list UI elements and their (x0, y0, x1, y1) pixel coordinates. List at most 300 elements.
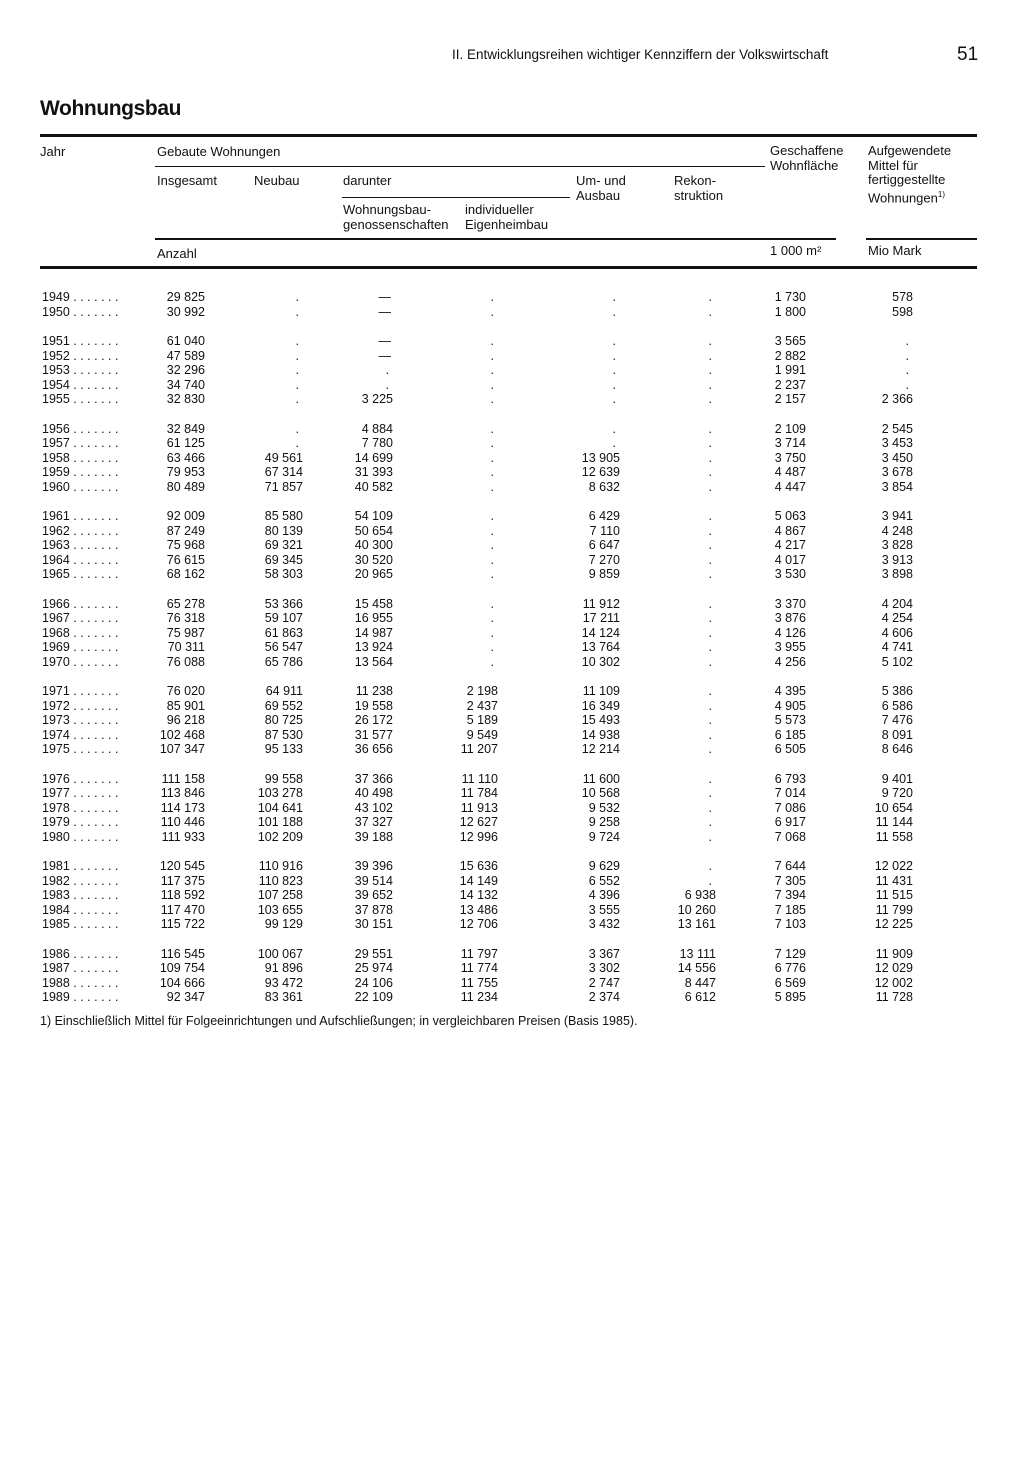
cell-eigenheimbau: 12 706 (459, 917, 498, 931)
cell-wohnungsbaugenossenschaften: 50 654 (354, 523, 393, 538)
cell-insgesamt: 117 375 (160, 873, 205, 888)
cell-um-und-ausbau: 7 270 (588, 552, 620, 567)
cell-eigenheimbau: . (490, 348, 494, 363)
cell-aufgewendete-mittel: 9 720 (881, 786, 913, 800)
cell-neubau: 99 558 (264, 771, 303, 786)
row-year: 1957 . . . . . . . (42, 436, 119, 450)
cell-neubau: . (295, 348, 299, 363)
cell-aufgewendete-mittel: 8 091 (881, 727, 913, 742)
row-year: 1979 . . . . . . . (42, 815, 119, 829)
cell-insgesamt: 85 901 (166, 698, 205, 713)
cell-wohnungsbaugenossenschaften: 39 652 (354, 888, 393, 902)
cell-wohnflaeche: 2 882 (774, 348, 806, 363)
cell-neubau: 110 823 (258, 873, 303, 888)
row-year: 1963 . . . . . . . (42, 538, 119, 552)
cell-rekonstruktion: . (708, 392, 712, 406)
cell-aufgewendete-mittel: 3 913 (881, 552, 913, 567)
cell-neubau: 83 361 (264, 990, 303, 1004)
col-mittel-line1: Aufgewendete (868, 143, 952, 158)
cell-um-und-ausbau: 6 552 (588, 873, 620, 888)
row-year: 1964 . . . . . . . (42, 552, 119, 567)
cell-wohnflaeche: 1 991 (774, 363, 806, 377)
cell-rekonstruktion: . (708, 640, 712, 654)
cell-eigenheimbau: 11 207 (460, 742, 498, 756)
cell-insgesamt: 116 545 (160, 946, 205, 961)
cell-neubau: 69 345 (264, 552, 303, 567)
cell-aufgewendete-mittel: 3 828 (881, 538, 913, 552)
cell-um-und-ausbau: 12 214 (581, 742, 620, 756)
row-year: 1969 . . . . . . . (42, 640, 119, 654)
row-year: 1989 . . . . . . . (42, 990, 119, 1004)
row-year: 1965 . . . . . . . (42, 567, 119, 581)
cell-insgesamt: 102 468 (159, 727, 205, 742)
cell-um-und-ausbau: 4 396 (588, 888, 620, 902)
col-wohnfl-line1: Geschaffene (770, 143, 844, 158)
cell-wohnflaeche: 6 793 (774, 771, 806, 786)
cell-wohnflaeche: 4 487 (774, 465, 806, 479)
cell-insgesamt: 96 218 (166, 713, 205, 727)
cell-eigenheimbau: . (490, 377, 494, 392)
cell-eigenheimbau: . (490, 479, 494, 494)
cell-rekonstruktion: 13 111 (679, 946, 716, 961)
cell-aufgewendete-mittel: 12 022 (874, 859, 913, 873)
cell-um-und-ausbau: 3 367 (588, 946, 620, 961)
cell-rekonstruktion: . (708, 859, 712, 873)
cell-neubau: . (295, 304, 299, 319)
cell-insgesamt: 109 754 (159, 961, 205, 975)
cell-rekonstruktion: . (708, 450, 712, 465)
cell-eigenheimbau: . (490, 640, 494, 654)
cell-rekonstruktion: . (708, 815, 712, 829)
cell-insgesamt: 110 446 (160, 815, 205, 829)
row-year: 1955 . . . . . . . (42, 392, 119, 406)
cell-neubau: 107 258 (257, 888, 303, 902)
col-rekon-line2: struktion (674, 187, 724, 203)
cell-insgesamt: 92 009 (166, 509, 205, 523)
row-year: 1958 . . . . . . . (42, 450, 119, 465)
cell-um-und-ausbau: 14 938 (581, 727, 620, 742)
cell-aufgewendete-mittel: 3 854 (881, 479, 913, 494)
cell-insgesamt: 87 249 (166, 523, 205, 538)
cell-neubau: 80 725 (264, 713, 303, 727)
col-jahr: Jahr (40, 144, 66, 159)
cell-wohnflaeche: 6 185 (774, 727, 806, 742)
row-year: 1988 . . . . . . . (42, 975, 119, 990)
cell-rekonstruktion: . (708, 304, 712, 319)
cell-eigenheimbau: 2 437 (466, 698, 498, 713)
row-year: 1982 . . . . . . . (42, 873, 119, 888)
cell-insgesamt: 32 849 (166, 421, 205, 436)
cell-um-und-ausbau: 16 349 (581, 698, 620, 713)
cell-wohnflaeche: 7 129 (774, 946, 806, 961)
cell-um-und-ausbau: . (612, 392, 616, 406)
cell-insgesamt: 76 088 (166, 654, 205, 669)
cell-rekonstruktion: . (708, 523, 712, 538)
cell-eigenheimbau: . (490, 304, 494, 319)
cell-rekonstruktion: . (708, 509, 712, 523)
col-darunter: darunter (343, 173, 392, 188)
cell-neubau: 67 314 (264, 465, 303, 479)
cell-rekonstruktion: . (708, 596, 712, 611)
cell-aufgewendete-mittel: 4 254 (881, 611, 913, 625)
cell-um-und-ausbau: . (612, 377, 616, 392)
cell-aufgewendete-mittel: 7 476 (881, 713, 913, 727)
row-year: 1980 . . . . . . . (42, 829, 119, 844)
cell-wohnflaeche: 3 955 (774, 640, 806, 654)
cell-aufgewendete-mittel: 578 (892, 290, 913, 304)
row-year: 1974 . . . . . . . (42, 727, 119, 742)
cell-eigenheimbau: 15 636 (459, 859, 498, 873)
cell-eigenheimbau: . (490, 567, 494, 581)
cell-um-und-ausbau: 6 647 (588, 538, 620, 552)
row-year: 1961 . . . . . . . (42, 509, 119, 523)
cell-rekonstruktion: 6 612 (684, 990, 716, 1004)
cell-wohnflaeche: 3 565 (774, 334, 806, 348)
col-insgesamt: Insgesamt (157, 173, 217, 188)
cell-wohnflaeche: 4 867 (774, 523, 806, 538)
cell-rekonstruktion: . (708, 800, 712, 815)
cell-rekonstruktion: 14 556 (677, 961, 716, 975)
cell-insgesamt: 61 040 (166, 334, 205, 348)
cell-insgesamt: 32 296 (166, 363, 205, 377)
col-wbg-line1: Wohnungsbau- (343, 202, 431, 217)
cell-eigenheimbau: 9 549 (466, 727, 498, 742)
cell-um-und-ausbau: 3 555 (588, 902, 620, 917)
row-year: 1954 . . . . . . . (42, 377, 119, 392)
cell-neubau: 53 366 (264, 596, 303, 611)
unit-anzahl: Anzahl (157, 246, 197, 261)
cell-wohnungsbaugenossenschaften: . (385, 377, 389, 392)
row-year: 1949 . . . . . . . (42, 290, 119, 304)
cell-aufgewendete-mittel: 9 401 (881, 771, 913, 786)
cell-aufgewendete-mittel: 3 941 (881, 509, 913, 523)
cell-wohnflaeche: 3 714 (774, 436, 806, 450)
cell-neubau: 95 133 (264, 742, 303, 756)
cell-wohnflaeche: 5 895 (774, 990, 806, 1004)
cell-wohnflaeche: 5 573 (774, 713, 806, 727)
cell-insgesamt: 115 722 (160, 917, 205, 931)
cell-neubau: 56 547 (264, 640, 303, 654)
cell-wohnungsbaugenossenschaften: 24 106 (354, 975, 393, 990)
cell-wohnungsbaugenossenschaften: 20 965 (354, 567, 393, 581)
cell-rekonstruktion: . (708, 465, 712, 479)
cell-eigenheimbau: . (490, 611, 494, 625)
cell-aufgewendete-mittel: 3 898 (881, 567, 913, 581)
cell-wohnflaeche: 3 370 (774, 596, 806, 611)
cell-neubau: 100 067 (257, 946, 303, 961)
cell-neubau: 69 321 (264, 538, 303, 552)
cell-eigenheimbau: . (490, 596, 494, 611)
cell-aufgewendete-mittel: . (905, 334, 909, 348)
cell-aufgewendete-mittel: 11 728 (875, 990, 913, 1004)
cell-wohnflaeche: 4 217 (774, 538, 806, 552)
running-head: II. Entwicklungsreihen wichtiger Kennziffern der Volkswirtschaft (452, 47, 829, 62)
cell-wohnflaeche: 7 394 (774, 888, 806, 902)
cell-aufgewendete-mittel: 3 678 (881, 465, 913, 479)
cell-um-und-ausbau: 14 124 (581, 625, 620, 640)
cell-insgesamt: 76 020 (166, 684, 205, 698)
cell-aufgewendete-mittel: 11 558 (875, 829, 913, 844)
cell-aufgewendete-mittel: 11 909 (875, 946, 913, 961)
cell-wohnflaeche: 6 569 (774, 975, 806, 990)
cell-insgesamt: 79 953 (166, 465, 205, 479)
cell-insgesamt: 47 589 (166, 348, 205, 363)
cell-wohnflaeche: 4 905 (774, 698, 806, 713)
cell-rekonstruktion: . (708, 771, 712, 786)
cell-um-und-ausbau: . (612, 304, 616, 319)
cell-aufgewendete-mittel: 4 741 (881, 640, 913, 654)
cell-wohnungsbaugenossenschaften: — (378, 304, 391, 319)
col-wohnfl-line2: Wohnfläche (770, 157, 839, 173)
cell-eigenheimbau: 13 486 (459, 902, 498, 917)
cell-neubau: 71 857 (264, 479, 303, 494)
cell-insgesamt: 61 125 (166, 436, 205, 450)
cell-neubau: 80 139 (264, 523, 303, 538)
cell-insgesamt: 76 318 (166, 611, 205, 625)
cell-rekonstruktion: 10 260 (677, 902, 716, 917)
cell-wohnungsbaugenossenschaften: 31 577 (354, 727, 393, 742)
cell-neubau: 85 580 (264, 509, 303, 523)
cell-wohnungsbaugenossenschaften: 14 987 (354, 625, 393, 640)
page-number: 51 (957, 44, 979, 65)
row-year: 1985 . . . . . . . (42, 917, 119, 931)
cell-rekonstruktion: . (708, 334, 712, 348)
row-year: 1977 . . . . . . . (42, 786, 119, 800)
cell-neubau: 99 129 (264, 917, 303, 931)
cell-rekonstruktion: . (708, 421, 712, 436)
cell-aufgewendete-mittel: . (905, 348, 909, 363)
cell-wohnungsbaugenossenschaften: 3 225 (361, 392, 393, 406)
cell-aufgewendete-mittel: 2 366 (881, 392, 913, 406)
cell-wohnungsbaugenossenschaften: 19 558 (354, 698, 393, 713)
cell-wohnungsbaugenossenschaften: 39 396 (354, 859, 393, 873)
cell-eigenheimbau: . (490, 625, 494, 640)
row-year: 1986 . . . . . . . (42, 946, 119, 961)
cell-aufgewendete-mittel: 598 (892, 304, 913, 319)
cell-rekonstruktion: . (708, 552, 712, 567)
cell-wohnungsbaugenossenschaften: 54 109 (354, 509, 393, 523)
row-year: 1975 . . . . . . . (42, 742, 119, 756)
cell-um-und-ausbau: 7 110 (589, 523, 620, 538)
cell-um-und-ausbau: 13 905 (581, 450, 620, 465)
cell-wohnungsbaugenossenschaften: 14 699 (354, 450, 393, 465)
cell-um-und-ausbau: 9 258 (588, 815, 620, 829)
cell-um-und-ausbau: 9 724 (588, 829, 620, 844)
cell-wohnungsbaugenossenschaften: 39 188 (354, 829, 393, 844)
cell-neubau: 58 303 (264, 567, 303, 581)
cell-neubau: 49 561 (264, 450, 303, 465)
cell-eigenheimbau: . (490, 392, 494, 406)
cell-eigenheimbau: . (490, 450, 494, 465)
unit-money: Mio Mark (868, 243, 922, 258)
cell-um-und-ausbau: 11 600 (582, 771, 620, 786)
cell-neubau: 69 552 (264, 698, 303, 713)
cell-eigenheimbau: . (490, 654, 494, 669)
cell-neubau: . (295, 290, 299, 304)
cell-rekonstruktion: 6 938 (684, 888, 716, 902)
cell-wohnungsbaugenossenschaften: 39 514 (354, 873, 393, 888)
cell-insgesamt: 113 846 (160, 786, 205, 800)
row-year: 1987 . . . . . . . (42, 961, 119, 975)
cell-wohnungsbaugenossenschaften: 25 974 (354, 961, 393, 975)
cell-um-und-ausbau: . (612, 436, 616, 450)
cell-insgesamt: 75 987 (166, 625, 205, 640)
cell-wohnungsbaugenossenschaften: 37 878 (354, 902, 393, 917)
col-gebaute-wohnungen: Gebaute Wohnungen (157, 144, 281, 159)
cell-wohnflaeche: 2 109 (774, 421, 806, 436)
footnote: 1) Einschließlich Mittel für Folgeeinrichtungen und Aufschließungen; in vergleichbaren Preisen (Basis 1985). (40, 1014, 638, 1028)
cell-rekonstruktion: . (708, 684, 712, 698)
cell-insgesamt: 30 992 (166, 304, 205, 319)
cell-insgesamt: 76 615 (166, 552, 205, 567)
cell-aufgewendete-mittel: 12 029 (874, 961, 913, 975)
cell-rekonstruktion: . (708, 654, 712, 669)
row-year: 1972 . . . . . . . (42, 698, 119, 713)
cell-wohnungsbaugenossenschaften: 4 884 (361, 421, 393, 436)
cell-eigenheimbau: 11 913 (460, 800, 498, 815)
cell-wohnflaeche: 6 505 (774, 742, 806, 756)
col-umbau-line2: Ausbau (576, 187, 621, 203)
cell-wohnflaeche: 7 305 (774, 873, 806, 888)
cell-aufgewendete-mittel: 5 386 (881, 684, 913, 698)
cell-insgesamt: 117 470 (160, 902, 205, 917)
cell-insgesamt: 65 278 (166, 596, 205, 611)
cell-eigenheimbau: 14 132 (459, 888, 498, 902)
cell-wohnflaeche: 2 237 (774, 377, 806, 392)
cell-wohnflaeche: 5 063 (774, 509, 806, 523)
col-mittel-line3: fertiggestellte (868, 172, 946, 187)
cell-rekonstruktion: . (708, 727, 712, 742)
cell-neubau: 93 472 (264, 975, 303, 990)
cell-aufgewendete-mittel: 11 144 (875, 815, 913, 829)
cell-um-und-ausbau: 10 302 (581, 654, 620, 669)
col-mittel-line4-text: Wohnungen (868, 189, 938, 205)
cell-insgesamt: 92 347 (166, 990, 205, 1004)
cell-rekonstruktion: . (708, 348, 712, 363)
row-year: 1952 . . . . . . . (42, 348, 119, 363)
cell-um-und-ausbau: 12 639 (581, 465, 620, 479)
cell-eigenheimbau: 14 149 (459, 873, 498, 888)
cell-eigenheimbau: 11 774 (460, 961, 498, 975)
col-neubau: Neubau (254, 173, 300, 188)
cell-wohnflaeche: 7 103 (774, 917, 806, 931)
cell-wohnflaeche: 3 530 (774, 567, 806, 581)
cell-eigenheimbau: . (490, 538, 494, 552)
cell-neubau: 59 107 (264, 611, 303, 625)
cell-neubau: 104 641 (257, 800, 303, 815)
cell-wohnungsbaugenossenschaften: 30 151 (354, 917, 393, 931)
cell-wohnflaeche: 4 447 (774, 479, 806, 494)
col-wbg-line2: genossenschaften (343, 216, 449, 232)
cell-neubau: 65 786 (264, 654, 303, 669)
cell-insgesamt: 68 162 (166, 567, 205, 581)
cell-neubau: 102 209 (257, 829, 303, 844)
cell-eigenheimbau: 11 784 (460, 786, 498, 800)
cell-neubau: . (295, 334, 299, 348)
cell-insgesamt: 107 347 (159, 742, 205, 756)
cell-wohnungsbaugenossenschaften: 40 300 (354, 538, 393, 552)
cell-insgesamt: 111 933 (161, 829, 205, 844)
cell-um-und-ausbau: 9 859 (588, 567, 620, 581)
row-year: 1984 . . . . . . . (42, 902, 119, 917)
cell-wohnflaeche: 7 014 (774, 786, 806, 800)
cell-neubau: 91 896 (264, 961, 303, 975)
cell-wohnungsbaugenossenschaften: 30 520 (354, 552, 393, 567)
cell-wohnungsbaugenossenschaften: 11 238 (355, 684, 393, 698)
cell-insgesamt: 63 466 (166, 450, 205, 465)
cell-neubau: 110 916 (258, 859, 303, 873)
cell-wohnungsbaugenossenschaften: — (378, 334, 391, 348)
cell-eigenheimbau: 12 627 (459, 815, 498, 829)
cell-aufgewendete-mittel: 4 606 (881, 625, 913, 640)
cell-aufgewendete-mittel: . (905, 363, 909, 377)
cell-rekonstruktion: . (708, 625, 712, 640)
cell-insgesamt: 118 592 (160, 888, 205, 902)
cell-um-und-ausbau: 9 532 (588, 800, 620, 815)
cell-wohnflaeche: 3 876 (774, 611, 806, 625)
cell-aufgewendete-mittel: 11 431 (875, 873, 913, 888)
row-year: 1981 . . . . . . . (42, 859, 119, 873)
cell-insgesamt: 75 968 (166, 538, 205, 552)
cell-wohnungsbaugenossenschaften: 40 582 (354, 479, 393, 494)
cell-neubau: . (295, 392, 299, 406)
cell-um-und-ausbau: 9 629 (588, 859, 620, 873)
cell-aufgewendete-mittel: . (905, 377, 909, 392)
cell-wohnflaeche: 4 017 (774, 552, 806, 567)
cell-um-und-ausbau: . (612, 363, 616, 377)
col-rekon-line1: Rekon- (674, 173, 716, 188)
cell-um-und-ausbau: . (612, 334, 616, 348)
cell-um-und-ausbau: 15 493 (581, 713, 620, 727)
cell-rekonstruktion: . (708, 290, 712, 304)
row-year: 1966 . . . . . . . (42, 596, 119, 611)
cell-wohnflaeche: 3 750 (774, 450, 806, 465)
cell-insgesamt: 111 158 (161, 771, 205, 786)
cell-eigenheimbau: . (490, 290, 494, 304)
cell-um-und-ausbau: . (612, 290, 616, 304)
cell-wohnungsbaugenossenschaften: 7 780 (361, 436, 393, 450)
cell-rekonstruktion: . (708, 567, 712, 581)
cell-eigenheimbau: 2 198 (466, 684, 498, 698)
cell-wohnungsbaugenossenschaften: 13 924 (354, 640, 393, 654)
cell-rekonstruktion: 13 161 (677, 917, 716, 931)
cell-insgesamt: 34 740 (166, 377, 205, 392)
row-year: 1978 . . . . . . . (42, 800, 119, 815)
cell-neubau: 101 188 (257, 815, 303, 829)
cell-neubau: . (295, 377, 299, 392)
cell-insgesamt: 104 666 (159, 975, 205, 990)
cell-wohnflaeche: 4 395 (774, 684, 806, 698)
cell-um-und-ausbau: 3 302 (588, 961, 620, 975)
cell-um-und-ausbau: 2 747 (588, 975, 620, 990)
cell-wohnflaeche: 6 917 (774, 815, 806, 829)
cell-um-und-ausbau: 17 211 (582, 611, 620, 625)
cell-eigenheimbau: 11 797 (460, 946, 498, 961)
cell-eigenheimbau: . (490, 363, 494, 377)
col-eh-line1: individueller (465, 202, 534, 217)
cell-wohnflaeche: 4 256 (774, 654, 806, 669)
col-mittel-line2: Mittel für (868, 157, 918, 173)
row-year: 1953 . . . . . . . (42, 363, 119, 377)
cell-eigenheimbau: 11 755 (460, 975, 498, 990)
cell-wohnungsbaugenossenschaften: 37 366 (354, 771, 393, 786)
cell-eigenheimbau: 11 110 (461, 771, 498, 786)
cell-aufgewendete-mittel: 5 102 (881, 654, 913, 669)
cell-um-und-ausbau: 11 109 (582, 684, 620, 698)
row-year: 1976 . . . . . . . (42, 771, 119, 786)
cell-neubau: 103 278 (257, 786, 303, 800)
cell-aufgewendete-mittel: 12 002 (874, 975, 913, 990)
